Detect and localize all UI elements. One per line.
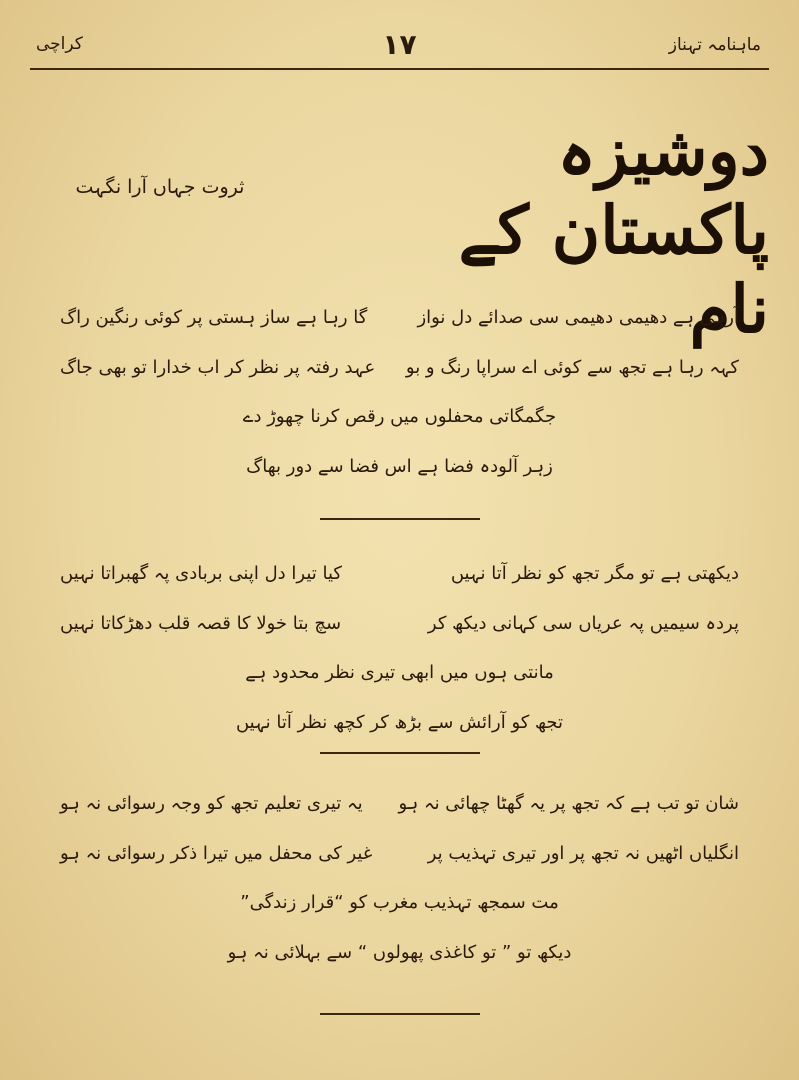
couplet [60, 828, 739, 878]
stanza-3 [60, 778, 739, 978]
verse-line: غیر کی محفل میں تیرا ذکر رسوائی نہ ہو [60, 842, 373, 864]
verse-line: یہ تیری تعلیم تجھ کو وجہ رسوائی نہ ہو [60, 792, 363, 814]
verse-line: آرہی ہے دھیمی دھیمی سی صدائے دل نواز [417, 306, 739, 328]
city-name: کراچی [36, 34, 83, 54]
section-divider [320, 518, 480, 520]
verse-line: کیا تیرا دل اپنی بربادی پہ گھبراتا نہیں [60, 562, 342, 584]
couplet [60, 598, 739, 648]
couplet [60, 548, 739, 598]
stanza-2 [60, 548, 739, 748]
end-divider [320, 1013, 480, 1015]
couplet [60, 778, 739, 828]
page-header [30, 28, 769, 70]
section-divider [320, 752, 480, 754]
verse-line: دیکھتی ہے تو مگر تجھ کو نظر آتا نہیں [450, 562, 739, 584]
magazine-name: ماہنامہ تہناز [668, 35, 761, 55]
verse-line-centered: مت سمجھ تہذیب مغرب کو “قرار زندگی” [240, 892, 559, 913]
couplet [60, 342, 739, 392]
verse-line: سچ بتا خولا کا قصہ قلب دھڑکاتا نہیں [60, 612, 342, 634]
verse-line-centered: زہر آلودہ فضا ہے اس فضا سے دور بھاگ [246, 456, 553, 477]
verse-line-centered: جگمگاتی محفلوں میں رقص کرنا چھوڑ دے [242, 406, 557, 427]
verse-line: گا رہا ہے ساز ہستی پر کوئی رنگین راگ [60, 306, 368, 328]
poem-title: دوشیزہ پاکستان کے نام [458, 112, 769, 349]
couplet [60, 292, 739, 342]
verse-line: عہد رفتہ پر نظر کر اب خدارا تو بھی جاگ [60, 356, 376, 378]
verse-line: شان تو تب ہے کہ تجھ پر یہ گھٹا چھائی نہ ہو [398, 792, 739, 814]
verse-line-centered: تجھ کو آرائش سے بڑھ کر کچھ نظر آتا نہیں [235, 712, 564, 733]
verse-line: پردہ سیمیں پہ عریاں سی کہانی دیکھ کر [427, 612, 739, 634]
verse-line-centered: مانتی ہوں میں ابھی تیری نظر محدود ہے [245, 662, 554, 683]
verse-line-centered: دیکھ تو ” تو کاغذی پھولوں “ سے بہلائی نہ ہو [227, 942, 572, 963]
verse-line: کہہ رہا ہے تجھ سے کوئی اے سراپا رنگ و بو [405, 356, 739, 378]
poem-author: ثروت جہاں آرا نگہت [75, 176, 245, 198]
verse-line: انگلیاں اٹھیں نہ تجھ پر اور تیری تہذیب پر [427, 842, 739, 864]
stanza-1 [60, 292, 739, 492]
page-number: ۱۷ [382, 28, 417, 61]
